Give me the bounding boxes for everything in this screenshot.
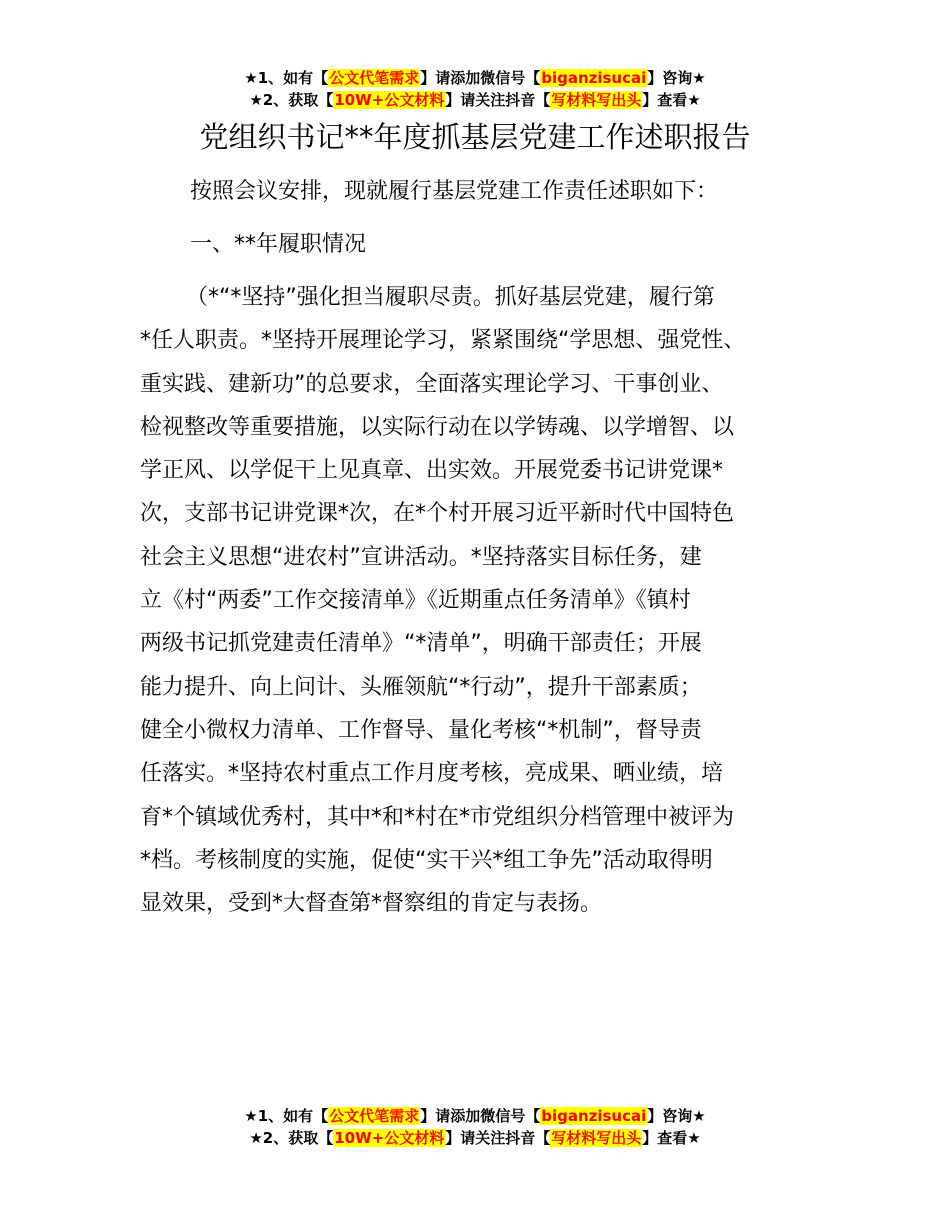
banner-text: 】查看★: [642, 1129, 701, 1147]
paragraph-line: *档。考核制度的实施，促使“实干兴*组工争先”活动取得明: [140, 847, 713, 873]
banner-text: 】咨询★: [647, 1107, 706, 1125]
banner-line-1: [0, 67, 950, 89]
banner-text: 】查看★: [642, 91, 701, 109]
banner-line-1: [0, 1105, 950, 1127]
paragraph-line: 检视整改等重要措施，以实际行动在以学铸魂、以学增智、以: [140, 414, 735, 440]
paragraph-line: *任人职责。*坚持开展理论学习，紧紧围绕“学思想、强党性、: [140, 328, 746, 354]
paragraph-line: 学正风、以学促干上见真章、出实效。开展党委书记讲党课*: [140, 458, 724, 484]
banner-highlight: biganzisucai: [541, 69, 647, 87]
paragraph-line: 任落实。*坚持农村重点工作月度考核，亮成果、晒业绩，培: [140, 761, 724, 787]
banner-line-2: [0, 89, 950, 111]
paragraph-line: （*“*坚持”强化担当履职尽责。抓好基层党建，履行第: [186, 285, 715, 310]
intro-paragraph: 按照会议安排，现就履行基层党建工作责任述职如下：: [190, 179, 719, 204]
header-banner: [0, 67, 950, 111]
body-paragraph: [140, 276, 830, 925]
paragraph-line: 育*个镇域优秀村，其中*和*村在*市党组织分档管理中被评为: [140, 804, 735, 830]
paragraph-line: 社会主义思想“进农村”宣讲活动。*坚持落实目标任务，建: [140, 544, 702, 570]
banner-text: ★1、如有【: [244, 69, 329, 87]
paragraph-line: 次，支部书记讲党课*次，在*个村开展习近平新时代中国特色: [140, 501, 735, 527]
banner-text: 】请关注抖音【: [445, 91, 551, 109]
banner-text: ★1、如有【: [244, 1107, 329, 1125]
banner-text: 】咨询★: [647, 69, 706, 87]
paragraph-line: 重实践、建新功”的总要求，全面落实理论学习、干事创业、: [140, 371, 724, 397]
paragraph-line: 显效果，受到*大督查第*督察组的肯定与表扬。: [140, 891, 603, 917]
banner-text: 】请添加微信号【: [420, 1107, 541, 1125]
banner-highlight: 10W+公文材料: [334, 91, 445, 109]
paragraph-line: 两级书记抓党建责任清单》“*清单”，明确干部责任；开展: [140, 631, 702, 657]
paragraph-line: 能力提升、向上问计、头雁领航“*行动”，提升干部素质；: [140, 674, 702, 700]
section-heading: 一、**年履职情况: [190, 232, 367, 257]
banner-highlight: 写材料写出头: [551, 1129, 642, 1147]
paragraph-line: 立《村“两委”工作交接清单》《近期重点任务清单》《镇村: [140, 588, 691, 614]
banner-highlight: 公文代笔需求: [329, 1107, 420, 1125]
banner-text: ★2、获取【: [249, 1129, 334, 1147]
banner-text: 】请添加微信号【: [420, 69, 541, 87]
footer-banner: [0, 1105, 950, 1149]
document-title: 党组织书记**年度抓基层党建工作述职报告: [199, 120, 751, 154]
banner-highlight: 写材料写出头: [551, 91, 642, 109]
banner-text: 】请关注抖音【: [445, 1129, 551, 1147]
banner-highlight: 10W+公文材料: [334, 1129, 445, 1147]
banner-line-2: [0, 1127, 950, 1149]
banner-text: ★2、获取【: [249, 91, 334, 109]
banner-highlight: 公文代笔需求: [329, 69, 420, 87]
banner-highlight: biganzisucai: [541, 1107, 647, 1125]
paragraph-line: 健全小微权力清单、工作督导、量化考核“*机制”，督导责: [140, 717, 702, 743]
